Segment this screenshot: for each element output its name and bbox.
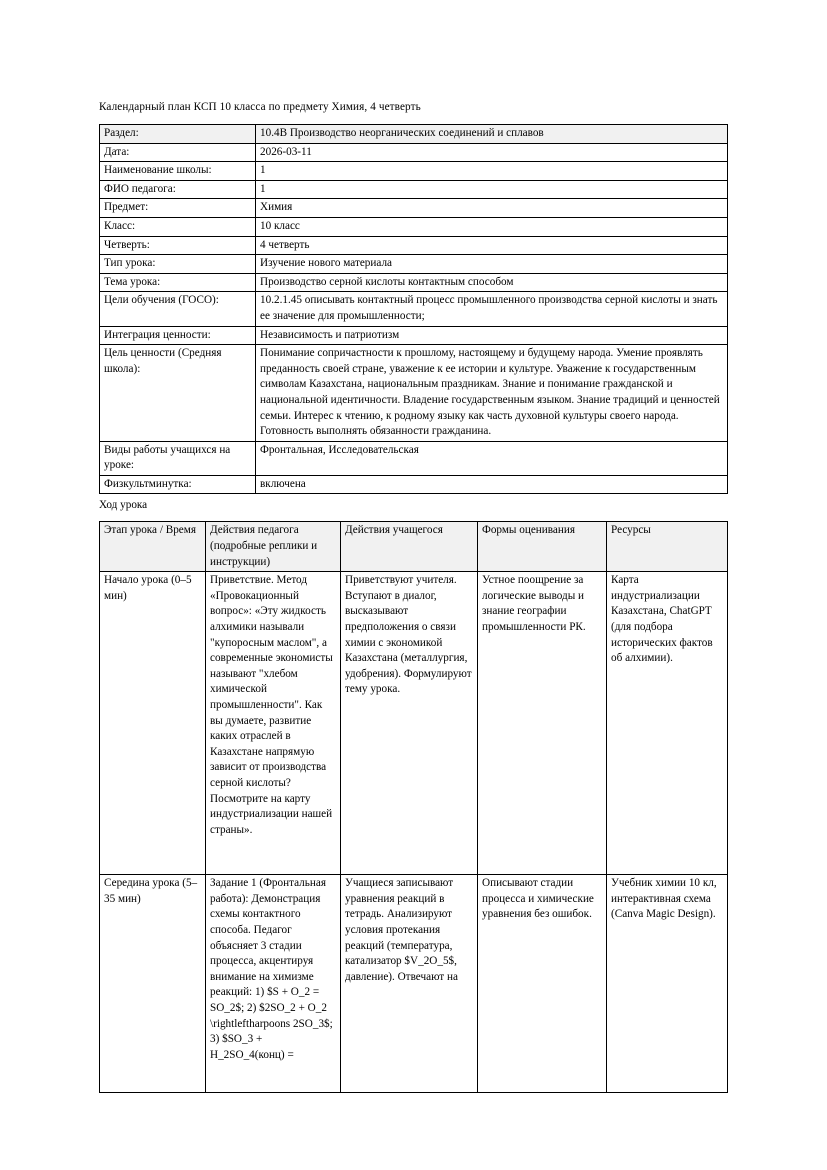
info-table-row	[100, 255, 728, 274]
info-row-value: Понимание сопричастности к прошлому, настоящему и будущему народа. Умение проявлять преданность своей стране, уважение к ее истории и культуре. Уважение к государственным символам Казахстана, национальным праздникам. Знание и понимание гражданской и национальной идентичности. Владение государственным языком. Знание традиций и ценностей семьи. Интерес к чтению, к родному языку как часть духовной культуры своего народа. Готовность выполнять обязанности гражданина.	[256, 345, 728, 442]
flow-cell-resources: Учебник химии 10 кл, интерактивная схема (Canva Magic Design).	[607, 875, 728, 1093]
info-row-value: Изучение нового материала	[256, 255, 728, 274]
info-row-label: Предмет:	[100, 199, 256, 218]
flow-cell-student: Приветствуют учителя. Вступают в диалог, высказывают предположения о связи химии с экономикой Казахстана (металлургия, удобрения). Формулируют тему урока.	[341, 572, 478, 875]
info-table-row	[100, 475, 728, 494]
info-row-label: Тема урока:	[100, 273, 256, 292]
info-row-value: 10.2.1.45 описывать контактный процесс промышленного производства серной кислоты и знать ее значение для промышленности;	[256, 292, 728, 326]
info-row-label: Тип урока:	[100, 255, 256, 274]
info-row-label: Наименование школы:	[100, 162, 256, 181]
info-table-row	[100, 326, 728, 345]
info-row-value: Производство серной кислоты контактным способом	[256, 273, 728, 292]
info-table-row	[100, 217, 728, 236]
info-table-row	[100, 180, 728, 199]
info-row-value: включена	[256, 475, 728, 494]
info-table-row	[100, 273, 728, 292]
info-row-label: Физкультминутка:	[100, 475, 256, 494]
lesson-flow-table	[99, 521, 728, 1093]
flow-cell-student: Учащиеся записывают уравнения реакций в тетрадь. Анализируют условия протекания реакций (температура, катализатор $V_2O_5$, давление). Отвечают на	[341, 875, 478, 1093]
flow-cell-resources: Карта индустриализации Казахстана, ChatGPT (для подбора исторических фактов об алхимии).	[607, 572, 728, 875]
info-row-value: 2026-03-11	[256, 143, 728, 162]
info-row-label: Четверть:	[100, 236, 256, 255]
info-table-row	[100, 292, 728, 326]
info-row-label: Дата:	[100, 143, 256, 162]
section-heading: Ход урока	[99, 499, 148, 512]
info-row-label: Раздел:	[100, 125, 256, 144]
info-table-row	[100, 162, 728, 181]
flow-cell-stage: Начало урока (0–5 мин)	[100, 572, 206, 875]
info-row-value: Фронтальная, Исследовательская	[256, 441, 728, 475]
info-row-value: Независимость и патриотизм	[256, 326, 728, 345]
info-row-value: 10 класс	[256, 217, 728, 236]
page-title: Календарный план КСП 10 класса по предмету Химия, 4 четверть	[99, 101, 421, 113]
info-row-value: Химия	[256, 199, 728, 218]
info-table-row	[100, 143, 728, 162]
flow-table-row	[100, 572, 728, 875]
info-row-value: 1	[256, 162, 728, 181]
lesson-info-table	[99, 124, 728, 494]
info-row-label: Цели обучения (ГОСО):	[100, 292, 256, 326]
flow-header-resources: Ресурсы	[607, 522, 728, 572]
info-row-value: 10.4В Производство неорганических соединений и сплавов	[256, 125, 728, 144]
flow-cell-teacher: Задание 1 (Фронтальная работа): Демонстрация схемы контактного способа. Педагог объясняет 3 стадии процесса, акцентируя внимание на химизме реакций: 1) $S + O_2 = SO_2$; 2) $2SO_2 + O_2 \rightleftharpoons 2SO_3$; 3) $SO_3 + H_2SO_4(конц) =	[206, 875, 341, 1093]
info-table-row	[100, 125, 728, 144]
flow-cell-assessment: Устное поощрение за логические выводы и знание географии промышленности РК.	[478, 572, 607, 875]
info-row-label: Класс:	[100, 217, 256, 236]
info-table-row	[100, 345, 728, 442]
flow-header-teacher: Действия педагога (подробные реплики и инструкции)	[206, 522, 341, 572]
flow-header-stage: Этап урока / Время	[100, 522, 206, 572]
info-row-value: 1	[256, 180, 728, 199]
flow-header-assessment: Формы оценивания	[478, 522, 607, 572]
info-row-label: Интеграция ценности:	[100, 326, 256, 345]
flow-cell-stage: Середина урока (5–35 мин)	[100, 875, 206, 1093]
flow-table-row	[100, 875, 728, 1093]
info-row-value: 4 четверть	[256, 236, 728, 255]
info-table-row	[100, 236, 728, 255]
info-table-row	[100, 199, 728, 218]
info-row-label: ФИО педагога:	[100, 180, 256, 199]
flow-cell-teacher: Приветствие. Метод «Провокационный вопрос»: «Эту жидкость алхимики называли "купоросным маслом", а современные экономисты называют "хлебом химической промышленности". Как вы думаете, развитие каких отраслей в Казахстане напрямую зависит от производства серной кислоты? Посмотрите на карту индустриализации нашей страны».	[206, 572, 341, 875]
info-table-row	[100, 441, 728, 475]
info-row-label: Виды работы учащихся на уроке:	[100, 441, 256, 475]
flow-cell-assessment: Описывают стадии процесса и химические уравнения без ошибок.	[478, 875, 607, 1093]
flow-header-student: Действия учащегося	[341, 522, 478, 572]
flow-table-header-row	[100, 522, 728, 572]
info-row-label: Цель ценности (Средняя школа):	[100, 345, 256, 442]
